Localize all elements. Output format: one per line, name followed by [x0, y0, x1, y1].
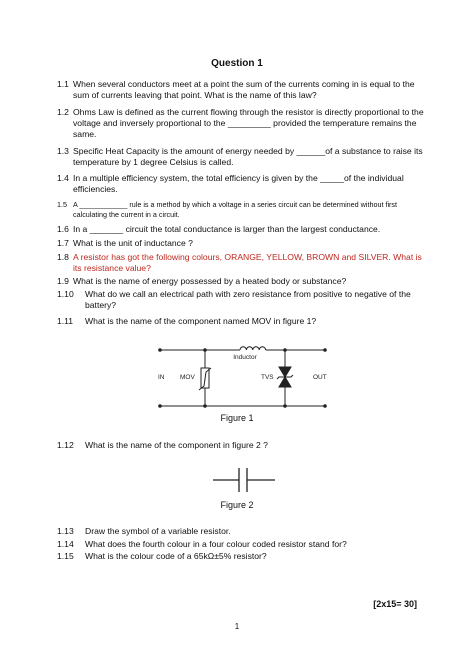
question-number: 1.15 — [57, 551, 74, 561]
question-number: 1.8 — [57, 252, 69, 262]
question-item — [57, 539, 427, 550]
label-mov: MOV — [180, 374, 195, 381]
question-text: What do we call an electrical path with zero resistance from positive to negative of the battery? — [85, 289, 411, 310]
question-item — [57, 107, 427, 140]
label-out: OUT — [313, 374, 327, 381]
question-number: 1.14 — [57, 539, 74, 549]
question-text: What is the name of the component named MOV in figure 1? — [85, 316, 317, 326]
question-item — [57, 173, 427, 195]
total-marks: [2x15= 30] — [373, 599, 417, 609]
question-item — [57, 224, 427, 235]
question-item — [57, 551, 427, 562]
question-number: 1.11 — [57, 316, 74, 326]
question-number: 1.3 — [57, 146, 69, 156]
question-text: Draw the symbol of a variable resistor. — [85, 526, 231, 536]
question-text: What is the name of energy possessed by a heated body or substance? — [73, 276, 347, 286]
question-text: What does the fourth colour in a four colour coded resistor stand for? — [85, 539, 347, 549]
question-text: When several conductors meet at a point the sum of the currents coming in is equal to the sum of currents leaving that point. What is the name of this law? — [73, 79, 415, 100]
figure-2-caption: Figure 2 — [220, 500, 254, 510]
question-item — [57, 440, 427, 451]
question-number: 1.12 — [57, 440, 74, 450]
question-number: 1.4 — [57, 173, 69, 183]
question-text: What is the unit of inductance ? — [73, 238, 193, 248]
question-number: 1.5 — [57, 200, 67, 209]
label-in: IN — [158, 374, 165, 381]
question-item — [57, 276, 427, 287]
question-text: Specific Heat Capacity is the amount of energy needed by ______of a substance to raise its temperature by 1 degree Celsius is called. — [73, 146, 423, 167]
question-number: 1.1 — [57, 79, 69, 89]
figure-1-circuit — [150, 340, 335, 412]
question-item — [57, 79, 427, 101]
question-item — [57, 238, 427, 249]
label-tvs: TVS — [261, 374, 274, 381]
question-text: Ohms Law is defined as the current flowing through the resistor is directly proportional to the voltage and inversely proportional to the _________ provided the temperature remains the same. — [73, 107, 424, 139]
page-number: 1 — [234, 622, 240, 631]
question-number: 1.10 — [57, 289, 74, 299]
question-item — [57, 289, 427, 311]
question-item — [57, 146, 427, 168]
question-number: 1.2 — [57, 107, 69, 117]
question-number: 1.13 — [57, 526, 74, 536]
question-number: 1.6 — [57, 224, 69, 234]
question-item — [57, 316, 427, 327]
question-text: What is the name of the component in figure 2 ? — [85, 440, 268, 450]
question-number: 1.9 — [57, 276, 69, 286]
figure-2-capacitor — [205, 462, 285, 496]
question-text: In a _______ circuit the total conductance is larger than the largest conductance. — [73, 224, 381, 234]
question-text: A ____________ rule is a method by which a voltage in a series circuit can be determined without first calculating the current in a circuit. — [73, 200, 398, 219]
figure-1-caption: Figure 1 — [220, 413, 254, 423]
question-item — [57, 200, 427, 220]
question-text: In a multiple efficiency system, the total efficiency is given by the _____of the individual efficiencies. — [73, 173, 404, 194]
question-text: What is the colour code of a 65kΩ±5% resistor? — [85, 551, 267, 561]
question-text: A resistor has got the following colours, ORANGE, YELLOW, BROWN and SILVER. What is its resistance value? — [73, 252, 422, 273]
question-item — [57, 252, 427, 274]
question-item — [57, 526, 427, 537]
question-number: 1.7 — [57, 238, 69, 248]
question-title: Question 1 — [211, 58, 263, 69]
label-inductor: Inductor — [233, 354, 257, 361]
